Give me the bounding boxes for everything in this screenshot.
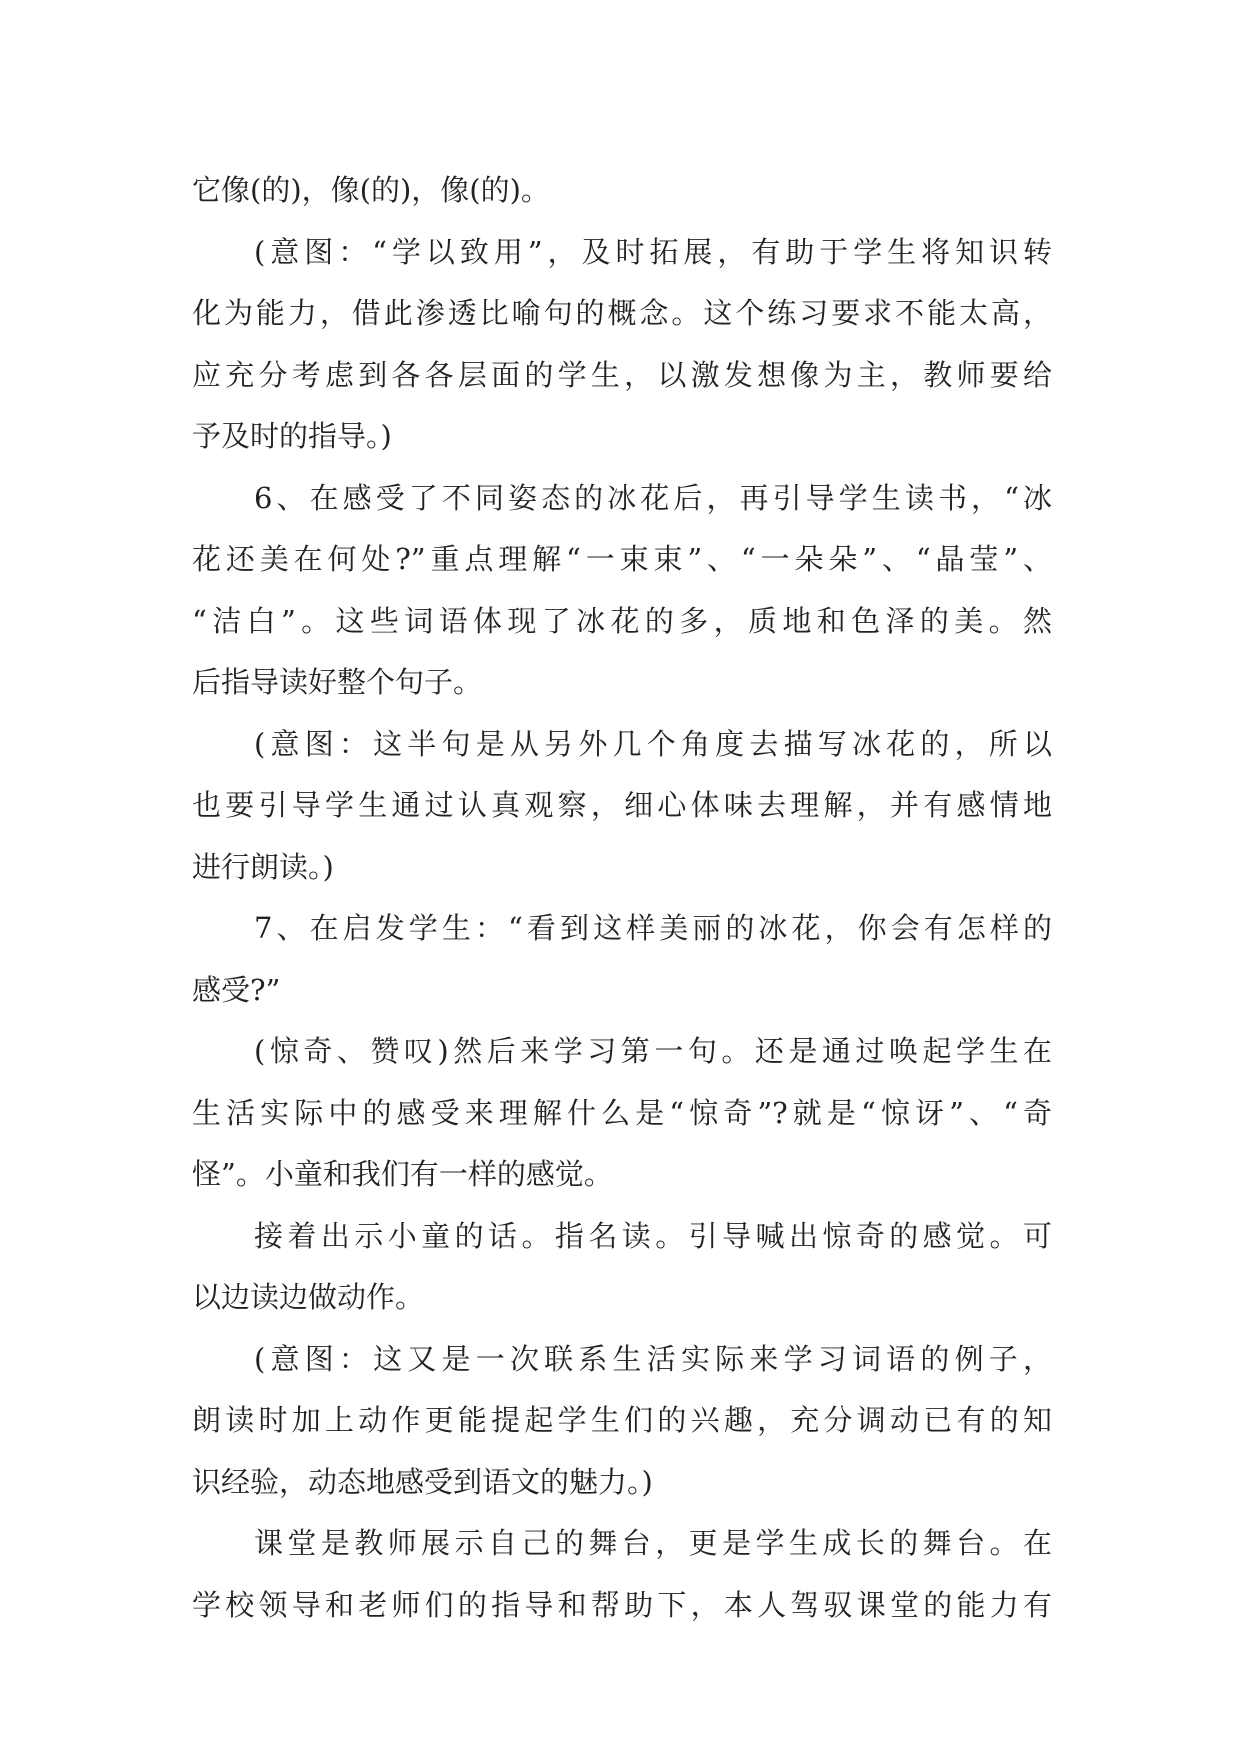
text-line: (惊奇、赞叹)然后来学习第一句。还是通过唤起学生在 xyxy=(254,1034,1052,1068)
text-line: 应充分考虑到各各层面的学生，以激发想像为主，教师要给 xyxy=(192,357,1052,392)
text-line: 它像(的)，像(的)，像(的)。 xyxy=(192,173,550,207)
text-line: 课堂是教师展示自己的舞台，更是学生成长的舞台。在 xyxy=(254,1526,1052,1560)
text-line: 接着出示小童的话。指名读。引导喊出惊奇的感觉。可 xyxy=(254,1218,1052,1253)
text-line: 进行朗读。) xyxy=(192,849,334,884)
text-line: 识经验，动态地感受到语文的魅力。) xyxy=(192,1464,653,1499)
text-line: 予及时的指导。) xyxy=(192,419,392,453)
document-page xyxy=(192,160,1052,1636)
text-line: 怪”。小童和我们有一样的感觉。 xyxy=(192,1157,613,1191)
text-line: 朗读时加上动作更能提起学生们的兴趣，充分调动已有的知 xyxy=(192,1403,1052,1437)
paragraph-step-7 xyxy=(192,898,1052,1021)
paragraph-step-6 xyxy=(192,468,1052,714)
text-line: 7、在启发学生：“看到这样美丽的冰花，你会有怎样的 xyxy=(254,911,1052,945)
paragraph-surprise xyxy=(192,1021,1052,1206)
paragraph-simile-continuation xyxy=(192,160,1052,222)
paragraph-show-words xyxy=(192,1206,1052,1329)
text-line: “洁白”。这些词语体现了冰花的多，质地和色泽的美。然 xyxy=(192,603,1052,638)
text-line: 生活实际中的感受来理解什么是“惊奇”?就是“惊讶”、“奇 xyxy=(192,1095,1052,1130)
text-line: (意图：这又是一次联系生活实际来学习词语的例子， xyxy=(254,1341,1052,1376)
text-line: 也要引导学生通过认真观察，细心体味去理解，并有感情地 xyxy=(192,788,1052,822)
text-line: 以边读边做动作。 xyxy=(192,1280,425,1314)
text-line: 花还美在何处?”重点理解“一束束”、“一朵朵”、“晶莹”、 xyxy=(192,542,1052,576)
text-line: 6、在感受了不同姿态的冰花后，再引导学生读书，“冰 xyxy=(254,480,1052,515)
paragraph-intent-angles xyxy=(192,714,1052,899)
text-line: (意图：这半句是从另外几个角度去描写冰花的，所以 xyxy=(254,726,1052,761)
text-line: 后指导读好整个句子。 xyxy=(192,665,483,699)
paragraph-intent-apply xyxy=(192,222,1052,468)
text-line: (意图：“学以致用”，及时拓展，有助于学生将知识转 xyxy=(254,234,1052,269)
paragraph-intent-life xyxy=(192,1329,1052,1514)
text-line: 学校领导和老师们的指导和帮助下，本人驾驭课堂的能力有 xyxy=(192,1587,1052,1622)
text-line: 感受?” xyxy=(192,972,281,1007)
text-line: 化为能力，借此渗透比喻句的概念。这个练习要求不能太高， xyxy=(192,296,1052,330)
paragraph-classroom-stage xyxy=(192,1513,1052,1636)
